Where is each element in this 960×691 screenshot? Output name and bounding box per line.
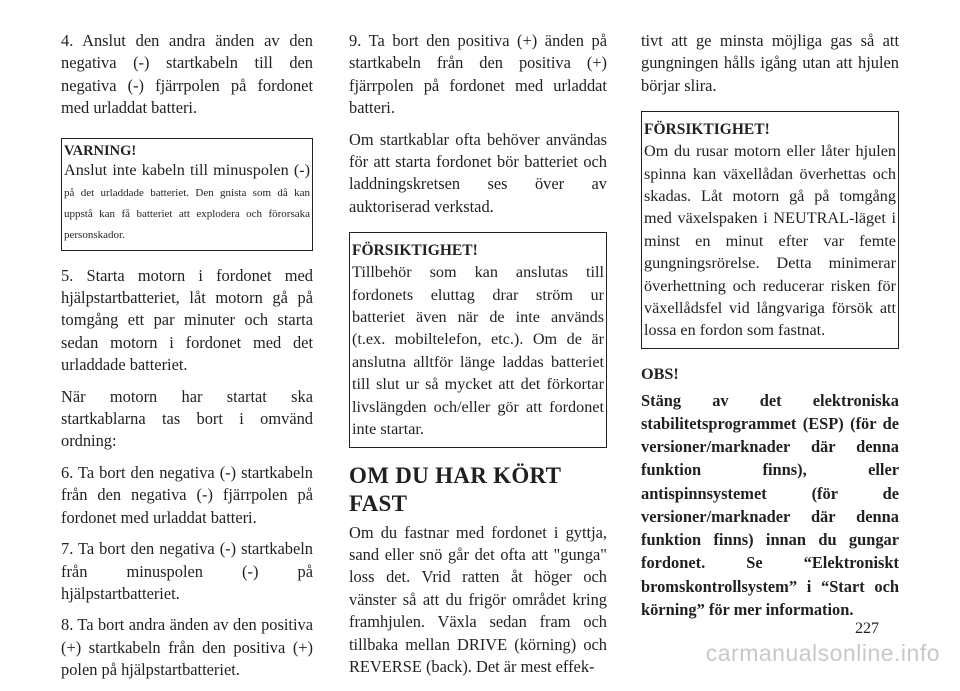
caution-title: FÖRSIKTIGHET!: [644, 121, 770, 139]
note-label: OBS!: [641, 364, 679, 383]
note-text: Stäng av det elektroniska stabilitetsprogrammet (ESP) (för de versioner/marknader där denna funktion finns), eller antispinnsystemet (för de versioner/marknader där denna funktion finns) innan du gungar fordonet. Se “Elektroniskt bromskontrollsystem” i “Start och körning” för mer information.: [641, 390, 899, 619]
page-number: 227: [855, 620, 879, 637]
removal-intro: När motorn har startat ska startkablarna tas bort i omvänd ordning:: [61, 386, 313, 451]
warning-box: [61, 138, 313, 251]
step-5: 5. Starta motorn i fordonet med hjälpstartbatteriet, låt motorn gå på tomgång ett par minuter och starta sedan motorn i fordonet med det urladdade batteriet.: [61, 265, 313, 375]
step-9: 9. Ta bort den positiva (+) änden på startkabeln från den positiva (+) fjärrpolen på fordonet med urladdat batteri.: [349, 31, 607, 118]
step-7: 7. Ta bort den negativa (-) startkabeln från minuspolen (-) på hjälpstartbatteriet.: [61, 539, 313, 603]
warning-text: [64, 160, 310, 244]
watermark: carmanualsonline.info: [705, 640, 940, 666]
caution-title: FÖRSIKTIGHET!: [352, 242, 478, 260]
column-left: [61, 30, 313, 691]
caution-box-transmission: [641, 111, 899, 349]
step-8: 8. Ta bort andra änden av den positiva (+) startkabeln från den positiva (+) polen på hjälpstartbatteriet.: [61, 615, 313, 680]
caution-text: Om du rusar motorn eller låter hjulen spinna kan växellådan överhettas och skadas. Låt motorn gå på tomgång med växelspaken i NEUTRAL-läget i minst en minut efter var femte gungningsrörelse. Detta minimerar överhettning och reducerar risken för växellådsfel vid långvariga försök att lossa en fordon som fastnat.: [644, 142, 896, 340]
stuck-paragraph: Om du fastnar med fordonet i gyttja, sand eller snö går det ofta att "gunga" loss det. Vrid ratten åt höger och vänster så att du frigör området kring framhjulen. Växla sedan fram och tillbaka mellan DRIVE (körning) och REVERSE (back). Det är mest effek-: [349, 522, 607, 676]
column-right: [641, 30, 899, 621]
caution-box-accessories: [349, 232, 607, 447]
step-4: 4. Anslut den andra änden av den negativa (-) startkabeln till den negativa (-) fjärrpolen på fordonet med urladdat batteri.: [61, 31, 313, 118]
step-6: 6. Ta bort den negativa (-) startkabeln från den negativa (-) fjärrpolen på fordonet med urladdat batteri.: [61, 462, 313, 527]
section-heading: OM DU HAR KÖRT FAST: [349, 462, 561, 516]
continued-paragraph: tivt att ge minsta möjliga gas så att gungningen hålls igång utan att hjulen börjar slira.: [641, 31, 899, 95]
caution-text: Tillbehör som kan anslutas till fordonets eluttag drar ström ur batteriet även när de inte används (t.ex. mobiltelefon, etc.). Om de är anslutna alltför länge laddas batteriet till slut ur så mycket att det förkortar livslängden och/eller gör att fordonet inte startar.: [352, 263, 604, 439]
warning-text-small: på det urladdade batteriet. Den gnista som då kan uppstå kan få batteriet att explodera och förorsaka personskador.: [64, 186, 310, 241]
advice-paragraph: Om startkablar ofta behöver användas för att starta fordonet bör batteriet och laddningskretsen ses över av auktoriserad verkstad.: [349, 129, 607, 216]
warning-title: VARNING!: [64, 142, 137, 159]
warning-text-main: Anslut inte kabeln till minuspolen (-): [64, 160, 310, 179]
column-middle: [349, 30, 607, 687]
